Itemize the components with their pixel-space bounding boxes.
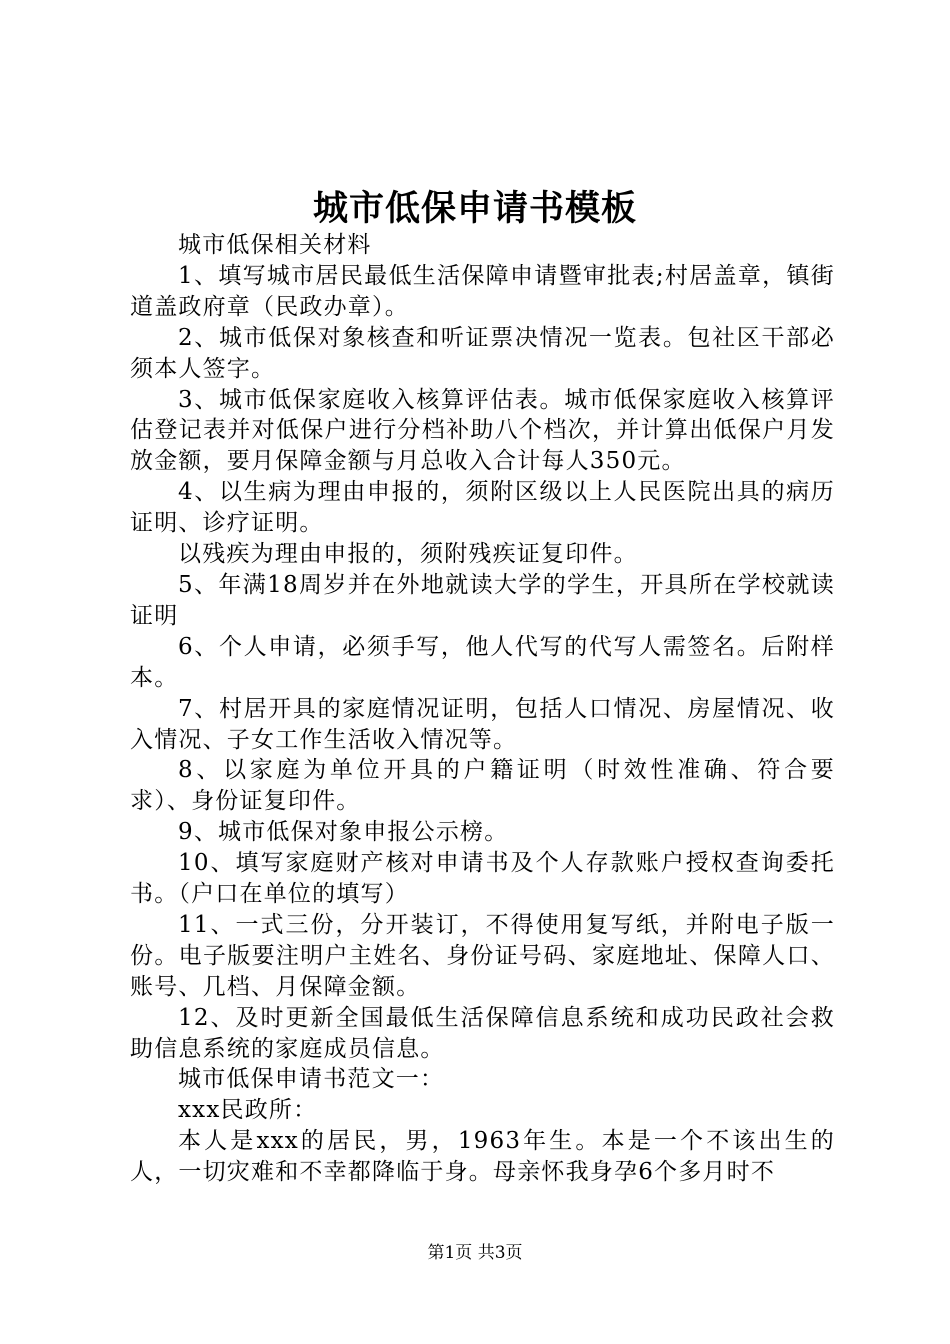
- document-title: 城市低保申请书模板: [312, 188, 637, 229]
- paragraph-item-5: 5、年满18周岁并在外地就读大学的学生，开具所在学校就读证明: [130, 571, 835, 629]
- paragraph-disability-note: 以残疾为理由申报的，须附残疾证复印件。: [178, 541, 638, 568]
- paragraph-item-4: 4、以生病为理由申报的，须附区级以上人民医院出具的病历证明、诊疗证明。: [130, 479, 835, 537]
- paragraph-item-1: 1、填写城市居民最低生活保障申请暨审批表;村居盖章，镇街道盖政府章（民政办章）。: [130, 262, 835, 320]
- paragraph-item-3: 3、城市低保家庭收入核算评估表。城市低保家庭收入核算评估登记表并对低保户进行分档补助八个档次，并计算出低保户月发放金额，要月保障金额与月总收入合计每人350元。: [130, 386, 835, 475]
- document-body: [130, 230, 835, 1188]
- paragraph-sample-heading: 城市低保申请书范文一：: [178, 1066, 445, 1093]
- paragraph-item-12: 12、及时更新全国最低生活保障信息系统和成功民政社会救助信息系统的家庭成员信息。: [130, 1004, 835, 1062]
- paragraph-item-11: 11、一式三份，分开装订，不得使用复写纸，并附电子版一份。电子版要注明户主姓名、身份证号码、家庭地址、保障人口、账号、几档、月保障金额。: [130, 911, 835, 1000]
- paragraph-materials-heading: 城市低保相关材料: [178, 232, 372, 258]
- paragraph-item-9: 9、城市低保对象申报公示榜。: [178, 819, 509, 846]
- paragraph-item-10: 10、填写家庭财产核对申请书及个人存款账户授权查询委托书。（户口在单位的填写）: [130, 850, 835, 908]
- paragraph-salutation: xxx民政所：: [178, 1097, 318, 1124]
- paragraph-item-2: 2、城市低保对象核查和听证票决情况一览表。包社区干部必须本人签字。: [130, 324, 835, 382]
- paragraph-letter-body: 本人是xxx的居民，男，1963年生。本是一个不该出生的人，一切灾难和不幸都降临于身。母亲怀我身孕6个多月时不: [130, 1128, 835, 1186]
- paragraph-item-6: 6、个人申请，必须手写，他人代写的代写人需签名。后附样本。: [130, 633, 835, 691]
- paragraph-item-7: 7、村居开具的家庭情况证明，包括人口情况、房屋情况、收入情况、子女工作生活收入情况等。: [130, 695, 835, 753]
- paragraph-item-8: 8、以家庭为单位开具的户籍证明（时效性准确、符合要求）、身份证复印件。: [130, 757, 835, 815]
- page-footer: 第1页 共3页: [427, 1243, 523, 1263]
